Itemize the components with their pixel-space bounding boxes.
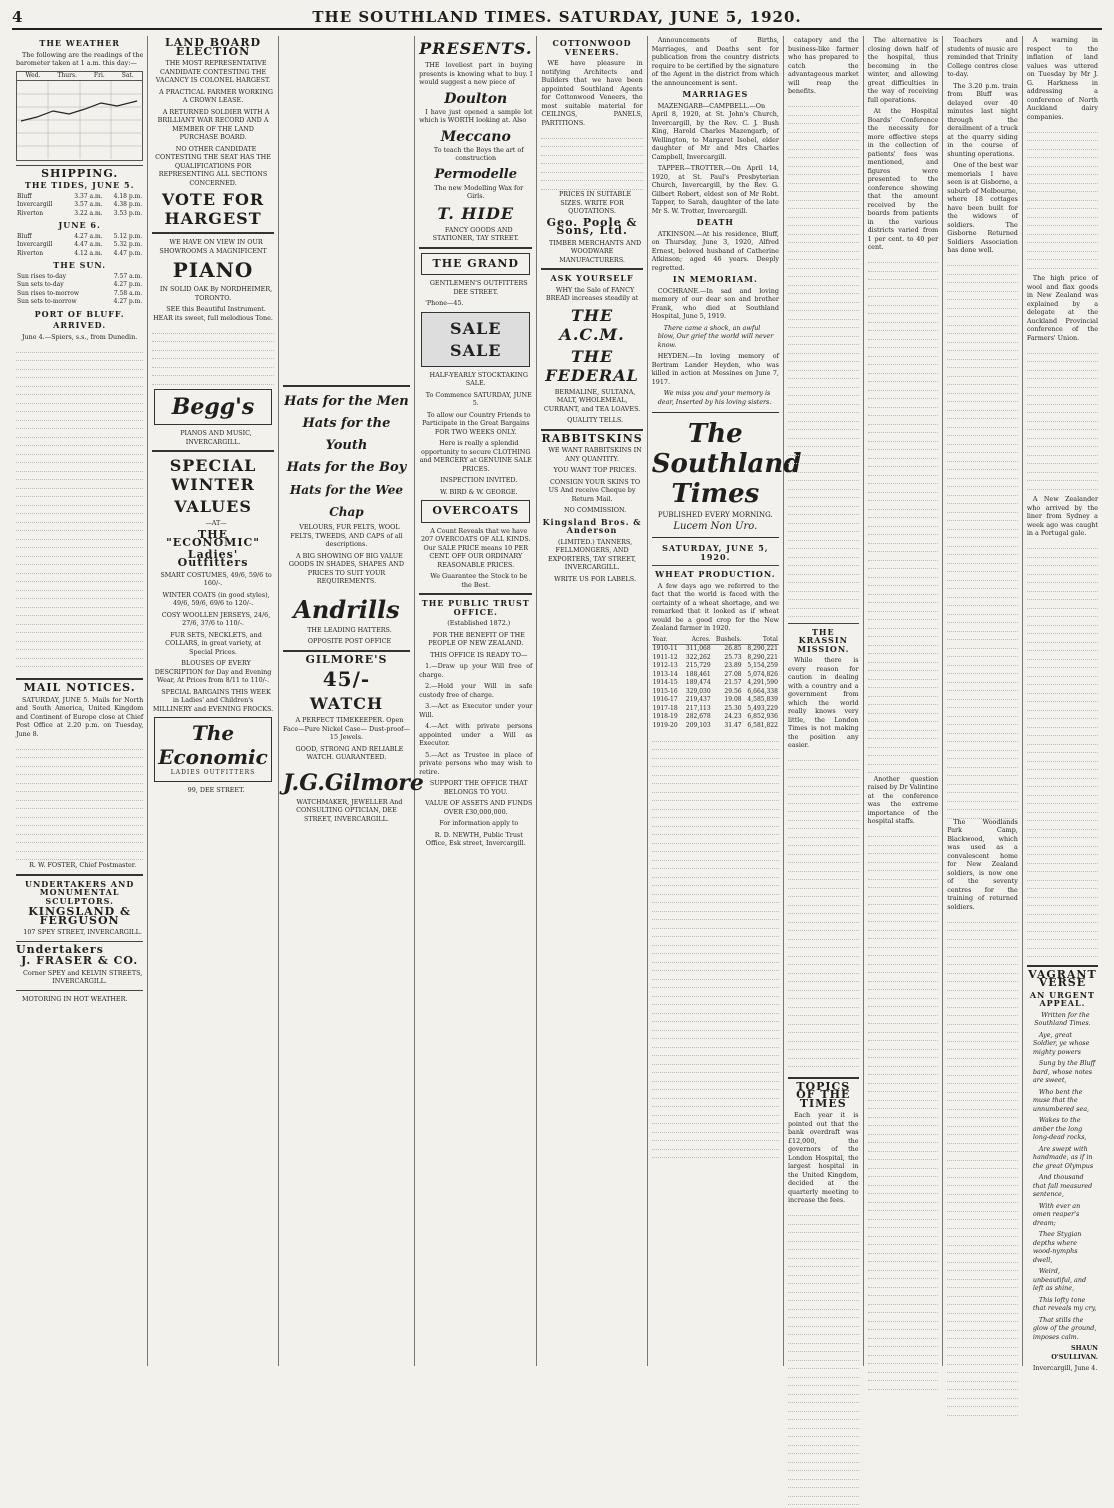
vagrant-heading: VAGRANT VERSE — [1028, 967, 1097, 989]
economic-logo-box — [154, 717, 272, 782]
shipping-heading: SHIPPING. — [41, 166, 119, 180]
table-row: Sun rises to-morrow 7.58 a.m. — [17, 289, 143, 297]
marriages-heading: MARRIAGES — [682, 89, 749, 99]
land-board-sub: A PRACTICAL FARMER WORKING A CROWN LEASE. — [159, 87, 273, 104]
land-board-sub: THE MOST REPRESENTATIVE CANDIDATE CONTESTING THE VACANCY IS COLONEL HARGEST. — [155, 59, 271, 84]
trust-support: SUPPORT THE OFFICE THAT BELONGS TO YOU. — [429, 779, 528, 796]
marriage-notice: TAPPER—TROTTER.—On April 14, 1920, at St. Paul's Presbyterian Church, Invercargill, by the Rev. G. Gilbert Robert, eldest son of Mr Robt. Tapper, to Sarah, daughter of the late Mr S. W. Trotter, Invercargill. — [651, 164, 779, 215]
table-row: Sun sets to-day 4.27 p.m. — [17, 281, 143, 288]
overcoats-text: A Count Reveals that we have 207 OVERCOATS OF ALL KINDS. Our SALE PRICE means 10 PER CENT. OFF OUR ORDINARY REASONABLE PRICES. — [420, 526, 531, 569]
piano-desc: IN SOLID OAK By NORDHEIMER, TORONTO. — [159, 285, 273, 302]
verse-line: Who bent the muse that the unnumbered sea, — [1032, 1087, 1090, 1113]
article-text: The Woodlands Park Camp, Blackwood, which was used as a convalescent home for New Zealand soldiers, is now one of the seventy centres for the training of returned soldiers. — [947, 817, 1018, 911]
sale-word: SALE — [450, 318, 502, 338]
economic-heading: THE "ECONOMIC" — [166, 527, 260, 549]
weather-day: Fri. — [93, 71, 105, 79]
barometer-chart — [16, 71, 143, 161]
trust-est: (Established 1872.) — [447, 619, 511, 627]
wheat-article-body — [652, 733, 779, 1153]
table-row: 1917-18 217,113 25.30 5,493,229 — [652, 704, 778, 712]
weather-day: Sat. — [121, 71, 134, 79]
hats-youth: Hats for the Youth — [302, 416, 391, 453]
rabbitskins-text-3: CONSIGN YOUR SKINS TO US And receive Cheque by Return Mail. — [548, 477, 641, 503]
federal-sub: BERMALINE, SULTANA, MALT, WHOLEMEAL, CURRANT, and TEA LOAVES. — [543, 387, 641, 413]
ladies-heading: Ladies' Outfitters — [177, 547, 249, 569]
list-item: SPECIAL BARGAINS THIS WEEK in Ladies' and Children's MILLINERY and EVENING FROCKS. — [152, 687, 274, 713]
weather-intro: The following are the readings of the barometer taken at 1 a.m. this day:— — [16, 50, 144, 67]
list-item: SMART COSTUMES, 49/6, 59/6 to 160/-. — [160, 570, 272, 587]
article-text: A warning in respect to the inflation of land values was uttered on Tuesday by Mr J. G. Harkness in addressing a conference of North Auckland dairy companies. — [1026, 36, 1098, 121]
nameplate-title: The Southland Times — [651, 419, 802, 509]
article-text: The alternative is closing down half of the hospital, thus becoming in the winter, and allowing great difficulties in the way of receiving full operations. — [867, 36, 939, 104]
undertakers-line: Undertakers — [16, 942, 104, 956]
article-text: At the Hospital Boards' Conference the necessity for more effective steps in the collection of patients' fees was mentioned, and figures were presented to the conference showing that the amount received by the boards from patients in the various districts varied from 1 per cent. to 40 per cent. — [867, 107, 939, 251]
table-header: Total — [743, 636, 779, 645]
begg-sub: PIANOS AND MUSIC, INVERCARGILL. — [180, 429, 252, 446]
land-board-heading: LAND BOARD ELECTION — [165, 36, 262, 58]
rabbitskins-text: WE WANT RABBITSKINS IN ANY QUANTITY. — [548, 446, 642, 463]
nameplate — [651, 412, 802, 538]
hats-text: VELOURS, FUR FELTS, WOOL FELTS, TWEEDS, AND CAPS of all descriptions. — [290, 523, 403, 548]
shipping-text-block — [16, 344, 143, 674]
kingsland-address: 107 SPEY STREET, INVERCARGILL. — [23, 928, 142, 936]
watch-price: 45/- — [322, 667, 371, 691]
overcoats-text-2: We Guarantee the Stock to be the Best. — [430, 572, 528, 589]
article-body — [788, 99, 859, 619]
announce-text: Announcements of Births, Marriages, and Deaths sent for publication from the country districts require to be certified by the signature of the Agent in the district from which the announcement is sent. — [651, 36, 779, 87]
table-row: 1919-20 209,103 31.47 6,581,822 — [652, 721, 778, 729]
column-7 — [784, 36, 864, 1366]
showing-text: A BIG SHOWING OF BIG VALUE GOODS IN SHADES, SHAPES AND PRICES TO SUIT YOUR REQUIREMENTS. — [288, 551, 404, 585]
article-body-2 — [868, 829, 939, 1389]
weather-heading: THE WEATHER — [39, 38, 120, 48]
table-row: 1914-15 189,474 21.57 4,291,590 — [652, 679, 778, 686]
article-body — [947, 258, 1018, 818]
grand-heading: THE GRAND — [432, 256, 519, 270]
hats-boy: Hats for the Boy — [286, 460, 407, 475]
list-item: 1.—Draw up your Will free of charge. — [419, 662, 533, 679]
barometer-graph — [17, 81, 143, 159]
kingsland-bros: Kingsland Bros. & Anderson — [542, 516, 642, 535]
kingsland-name: KINGSLAND & FERGUSON — [28, 905, 131, 927]
andrills-address: OPPOSITE POST OFFICE — [307, 637, 392, 645]
vagrant-signature: SHAUN O'SULLIVAN. — [1051, 1344, 1098, 1361]
article-text: The 3.20 p.m. train from Bluff was delayed over 40 minutes last night through the derailment of a truck at the quarry siding in the course of shunting operations. — [947, 81, 1018, 158]
meccano: Meccano — [440, 128, 511, 145]
andrills-sub: THE LEADING HATTERS. — [307, 625, 392, 634]
table-row: Riverton 3.22 a.m. 3.53 p.m. — [17, 209, 143, 217]
verse-line: Wakes to the amber the long long-dead rocks, — [1032, 1116, 1087, 1141]
masthead-title: THE SOUTHLAND TIMES. SATURDAY, JUNE 5, 1920. — [312, 8, 802, 26]
wheat-table — [652, 636, 779, 731]
columns — [12, 36, 1102, 1372]
table-row: 1911-12 322,262 25.73 8,290,221 — [652, 653, 778, 661]
page-number: 4 — [12, 8, 23, 26]
column-6 — [648, 36, 802, 1366]
vagrant-sub: AN URGENT APPEAL. — [1029, 989, 1095, 1008]
table-row: Sun rises to-day 7.57 a.m. — [17, 272, 143, 280]
ask-heading: ASK YOURSELF — [550, 273, 634, 283]
column-9 — [943, 36, 1023, 1366]
kingsland-bros-sub: (LIMITED.) TANNERS, FELLMONGERS, AND EXPORTERS, TAY STREET, INVERCARGILL. — [548, 537, 637, 571]
veneers-heading: COTTONWOOD VENEERS. — [552, 38, 632, 57]
sale-date: To Commence SATURDAY, JUNE 5. — [425, 390, 532, 407]
memoriam-verse: There came a shock, an awful blow, Our grief the world will never know. — [657, 323, 774, 349]
sale-word: SALE — [450, 340, 502, 360]
column-5 — [537, 36, 647, 1366]
inspection: INSPECTION INVITED. — [440, 476, 518, 484]
table-row: 1913-14 188,461 27.08 5,074,826 — [652, 670, 778, 678]
grand-phones: 'Phone—45. — [425, 299, 464, 307]
list-item: 2.—Hold your Will in safe custody free of charge. — [419, 682, 533, 699]
table-row: Invercargill 3.57 a.m. 4.38 p.m. — [17, 201, 143, 208]
article-body — [868, 255, 939, 775]
sale-text: To allow our Country Friends to Participate in the Great Bargains FOR TWO WEEKS ONLY. — [422, 410, 531, 436]
verse-line: Aye, great Soldier, ye whose mighty powers — [1032, 1030, 1090, 1056]
newspaper-page — [12, 8, 1102, 1372]
overcoats-box — [421, 500, 530, 523]
death-notice: ATKINSON.—At his residence, Bluff, on Thursday, June 3, 1920, Alfred Ernest, beloved husband of Catherine Atkinson; aged 46 years. Deeply regretted. — [651, 229, 779, 272]
memoriam-heading: IN MEMORIAM. — [672, 274, 758, 284]
article-text: The high price of wool and flax goods in New Zealand was explained by a delegate at the Auckland Provincial conference of the Farmers' Union. — [1026, 274, 1098, 342]
verse-line: This lofty tone that reveals my cry, — [1032, 1295, 1097, 1312]
table-header: Year. — [652, 636, 682, 645]
land-board-sub: A RETURNED SOLDIER WITH A BRILLIANT WAR RECORD AND A MEMBER OF THE LAND PURCHASE BOARD. — [157, 107, 270, 141]
article-body — [1027, 124, 1098, 274]
table-row: Riverton 4.12 a.m. 4.47 p.m. — [17, 249, 143, 257]
poole-heading: Geo. Poole & Sons, Ltd. — [546, 215, 638, 237]
tides-table-2 — [16, 233, 143, 259]
vagrant-place: Invercargill, June 4. — [1032, 1364, 1098, 1372]
hide-logo: T. HIDE — [437, 203, 515, 223]
list-item: 3.—Act as Executor under your Will. — [419, 702, 533, 719]
article-text: Another question raised by Dr Valintine at the conference was the extreme importance of the hospital staffs. — [867, 774, 939, 825]
hide-sub: FANCY GOODS AND STATIONER, TAY STREET. — [432, 225, 519, 242]
verse-line: Weird, unbeautiful, and left as shine, — [1032, 1267, 1087, 1292]
fraser-address: Corner SPEY and KELVIN STREETS, INVERCARGILL. — [22, 968, 143, 985]
gilmore-logo: J.G.Gilmore — [282, 769, 424, 796]
verse-line: Thee Stygian depths where wood-nymphs dwell, — [1032, 1230, 1082, 1264]
article-body-3 — [1027, 541, 1098, 961]
meccano-intro: I have just opened a sample lot which is WORTH looking at. Also — [419, 107, 533, 124]
piano-text-block — [152, 325, 274, 385]
tides-heading-2: JUNE 6. — [58, 220, 101, 230]
rabbitskins-heading: RABBITSKINS — [541, 431, 643, 445]
krassin-body — [788, 753, 859, 1073]
trust-sub: FOR THE BENEFIT OF THE PEOPLE OF NEW ZEALAND. — [428, 630, 525, 647]
table-row: Sun sets to-morrow 4.27 p.m. — [17, 298, 143, 305]
sun-table — [16, 273, 143, 307]
edition-date: SATURDAY, JUNE 5, 1920. — [662, 543, 769, 562]
meccano-text: To teach the Boys the art of construction — [433, 145, 524, 162]
ask-text: WHY the Sale of FANCY BREAD increases steadily at — [545, 285, 639, 302]
trust-heading: THE PUBLIC TRUST OFFICE. — [421, 598, 530, 617]
table-row: Bluff 3.37 a.m. 4.18 p.m. — [17, 192, 143, 200]
article-body-2 — [947, 914, 1018, 1414]
memoriam-notice: COCHRANE.—In sad and loving memory of our dear son and brother Frank, who died at Southland Hospital, June 5, 1919. — [651, 286, 779, 320]
piano-heading: PIANO — [172, 258, 254, 282]
krassin-text: While there is every reason for caution in dealing with a country and a government from which the world really knows very little, the London Times is not making the position any easier. — [787, 656, 859, 749]
death-heading: DEATH — [696, 217, 734, 227]
topics-text: Each year it is pointed out that the bank overdraft was £12,000, the governors of the London Hospital, the largest hospital in the United Kingdom, decided at the quarterly meeting to increase the fees. — [787, 1111, 859, 1204]
mail-text-block — [16, 741, 143, 861]
arrived-text: June 4.—Spiers, s.s., from Dunedin. — [22, 332, 138, 341]
write-labels: WRITE US FOR LABELS. — [554, 574, 636, 583]
motoring-text: MOTORING IN HOT WEATHER. — [22, 994, 128, 1003]
table-row: 1910-11 311,068 26.85 8,290,221 — [652, 645, 778, 652]
nameplate-motto: Lucem Non Uro. — [673, 520, 758, 532]
bird-george: W. BIRD & W. GEORGE. — [439, 487, 518, 496]
hats-wee-chap: Hats for the Wee Chap — [289, 483, 403, 519]
presents-heading: PRESENTS. — [419, 39, 533, 58]
economic-logo-sub: LADIES OUTFITTERS — [170, 769, 256, 776]
watch-heading: WATCH — [309, 694, 384, 713]
permodelle: Permodelle — [434, 166, 517, 182]
economic-logo: The Economic — [158, 721, 268, 769]
memoriam-notice: HEYDEN.—In loving memory of Bertram Lander Heyden, who was killed in action at Messines on June 7, 1917. — [651, 352, 779, 386]
table-row: 1918-19 282,678 24.23 6,852,936 — [652, 713, 778, 720]
gilmore-sub: WATCHMAKER, JEWELLER And CONSULTING OPTICIAN, DEE STREET, INVERCARGILL. — [296, 797, 403, 823]
article-text: Teachers and students of music are reminded that Trinity College centres close to-day. — [947, 36, 1018, 78]
mail-heading: MAIL NOTICES. — [23, 681, 136, 694]
list-item: COSY WOOLLEN JERSEYS, 24/6, 27/6, 37/6 to 110/-. — [161, 610, 271, 627]
topics-body — [788, 1208, 859, 1508]
piano-intro: WE HAVE ON VIEW IN OUR SHOWROOMS A MAGNIFICENT — [159, 238, 267, 255]
undertakers-heading: UNDERTAKERS AND MONUMENTAL SCULPTORS. — [24, 878, 135, 906]
special-heading: SPECIAL WINTER — [169, 456, 257, 494]
poole-sub: TIMBER MERCHANTS AND WOODWARE MANUFACTURERS. — [548, 238, 642, 264]
list-item: 4.—Act with private persons appointed under a Will as Executor. — [419, 722, 533, 747]
vote-heading: VOTE FOR HARGEST — [161, 190, 265, 228]
weather-day: Thurs. — [57, 71, 77, 79]
gilmore-heading: GILMORE'S — [305, 652, 388, 666]
column-3 — [279, 36, 424, 1366]
wheat-text: A few days ago we referred to the fact that the world is faced with the certainty of a wheat shortage, and we remarked that it looked as if wheat would be a good crop for the New Zealand farmer in 1920. — [651, 581, 779, 632]
list-item: WINTER COATS (in good styles), 49/6, 59/6, 69/6 to 120/-. — [162, 590, 270, 607]
column-1 — [12, 36, 148, 1366]
list-item: FUR SETS, NECKLETS, and COLLARS, in great variety, at Special Prices. — [165, 630, 262, 656]
article-body-2 — [1027, 345, 1098, 495]
no-commission: NO COMMISSION. — [563, 506, 627, 514]
table-row: Bluff 4.27 a.m. 5.12 p.m. — [17, 232, 143, 240]
doulton: Doulton — [444, 90, 508, 107]
federal-heading: THE FEDERAL — [545, 346, 639, 385]
port-heading: PORT OF BLUFF. — [34, 308, 125, 319]
grand-box — [421, 253, 530, 276]
andrills-logo: Andrills — [293, 594, 400, 624]
grand-sub: GENTLEMEN'S OUTFITTERS DEE STREET. — [429, 279, 528, 296]
arrived-heading: ARRIVED. — [53, 320, 107, 330]
good-strong: GOOD, STRONG AND RELIABLE WATCH. GUARANTEED. — [295, 744, 404, 761]
list-item: BLOUSES OF EVERY DESCRIPTION for Day and Evening Wear, At Prices from 8/11 to 110/-. — [154, 659, 272, 684]
hats-men: Hats for the Men — [284, 394, 409, 409]
trust-agent: R. D. NEWTH, Public Trust Office, Esk street, Invercargill. — [425, 830, 526, 847]
tides-table — [16, 193, 143, 219]
watch-text: A PERFECT TIMEKEEPER. Open Face—Pure Nickel Case— Dust-proof—15 Jewels. — [283, 716, 410, 741]
veneers-text: WE have pleasure in notifying Architects and Builders that we have been appointed Southland Agents for Cottonwood Veneers, the most suitable material for CEILINGS, PANELS, PARTITIONS. — [541, 59, 643, 127]
permodelle-text: The new Modelling Wax for Girls. — [434, 183, 524, 200]
values-heading: VALUES — [174, 497, 252, 516]
sale-sub: HALF-YEARLY STOCKTAKING SALE. — [429, 370, 528, 387]
article-text: One of the best war memorials I have seen is at Gisborne, a suburb of Melbourne, where 18 cottages have been built for the widows of soldiers. The Gisborne Returned Soldiers Association has done well. — [947, 161, 1018, 254]
table-row: 1916-17 219,437 19.08 4,585,839 — [652, 696, 778, 703]
list-item: 5.—Act as Trustee in place of private persons who may wish to retire. — [419, 750, 533, 776]
tides-heading: THE TIDES, JUNE 5. — [24, 180, 135, 190]
trust-value: VALUE OF ASSETS AND FUNDS OVER £30,000,000. — [425, 799, 533, 816]
krassin-heading: THE KRASSIN MISSION. — [797, 626, 850, 654]
presents-text: THE loveliest part in buying presents is knowing what to buy. I would suggest a new piece of — [419, 61, 533, 86]
at-text: —AT— — [205, 519, 227, 527]
land-board-sub: NO OTHER CANDIDATE CONTESTING THE SEAT HAS THE QUALIFICATIONS FOR REPRESENTING ALL SECTIONS CONCERNED. — [155, 144, 271, 187]
trust-ready: THIS OFFICE IS READY TO— — [430, 650, 528, 659]
begg-logo-box — [154, 389, 272, 425]
column-2 — [148, 36, 279, 1366]
veneers-quote: PRICES IN SUITABLE SIZES. WRITE FOR QUOTATIONS. — [558, 190, 632, 215]
table-row: 1915-16 329,030 29.56 6,664,338 — [652, 687, 778, 695]
economic-address: 99, DEE STREET. — [187, 785, 245, 794]
verse-line: Sung by the Bluff bard, whose notes are sweet, — [1032, 1059, 1096, 1084]
article-text: catapory and the business-like farmer who has prepared to catch the advantageous market will reap the benefits. — [787, 36, 859, 95]
vagrant-credit: Written for the Southland Times. — [1034, 1010, 1091, 1027]
article-text: A New Zealander who arrived by the liner from Sydney a week ago was caught in a Portugal gale. — [1026, 495, 1098, 537]
begg-logo: Begg's — [171, 394, 255, 420]
topics-heading: TOPICS OF THE TIMES — [796, 1079, 851, 1110]
verse-line: Are swept with handmade, as if in the great Olympus — [1032, 1144, 1094, 1170]
masthead — [12, 8, 1102, 30]
table-header: Acres. — [682, 636, 712, 645]
column-8 — [864, 36, 944, 1366]
column-4 — [415, 36, 537, 1366]
piano-text: SEE this Beautiful Instrument. HEAR its sweet, full melodious Tone. — [153, 305, 273, 322]
nameplate-sub: PUBLISHED EVERY MORNING. — [657, 511, 773, 519]
sale-text-2: Here is really a splendid opportunity to secure CLOTHING and MERCERY at GENUINE SALE PRICES. — [419, 439, 532, 473]
quality: QUALITY TELLS. — [567, 416, 624, 424]
overcoats-heading: OVERCOATS — [432, 504, 520, 517]
sun-heading: THE SUN. — [53, 260, 106, 270]
column-10 — [1023, 36, 1102, 1372]
wheat-heading: WHEAT PRODUCTION. — [655, 569, 776, 579]
table-row: 1912-13 215,729 23.89 5,154,259 — [652, 662, 778, 669]
fraser-name: J. FRASER & CO. — [21, 954, 139, 967]
trust-info: For information apply to — [439, 819, 519, 827]
memoriam-verse: We miss you and your memory is dear, Inserted by his loving sisters. — [657, 389, 772, 406]
verse-line: That stills the glow of the ground, imposes calm. — [1032, 1315, 1097, 1341]
marriage-notice: MAZENGARB—CAMPBELL.—On April 8, 1920, at St. John's Church, Invercargill, by the Rev. C. J. Bush King, Harold Charles Mazengarb, of Wellington, to Margaret Isobel, elder daughter of Mr and Mrs Charles Campbell, Invercargill. — [651, 101, 779, 161]
mail-text: SATURDAY, JUNE 5. Mails for North and South America, United Kingdom and Continent of Europe close at Chief Post Office at 2.20 p.m. on Tuesday, June 8. — [16, 695, 144, 738]
acm-heading: THE A.C.M. — [559, 305, 625, 344]
weather-day: Wed. — [25, 71, 41, 79]
sale-box — [421, 312, 530, 367]
rabbitskins-text-2: YOU WANT TOP PRICES. — [553, 466, 637, 474]
verse-line: With ever an omen reaper's dream; — [1032, 1201, 1081, 1227]
postmaster: R. W. FOSTER, Chief Postmaster. — [29, 861, 137, 869]
verse-line: And thousand that fall measured sentence, — [1032, 1173, 1093, 1198]
table-header: Bushels. — [712, 636, 743, 645]
table-row: Invercargill 4.47 a.m. 5.32 p.m. — [17, 241, 143, 248]
veneers-text-block — [541, 130, 642, 190]
